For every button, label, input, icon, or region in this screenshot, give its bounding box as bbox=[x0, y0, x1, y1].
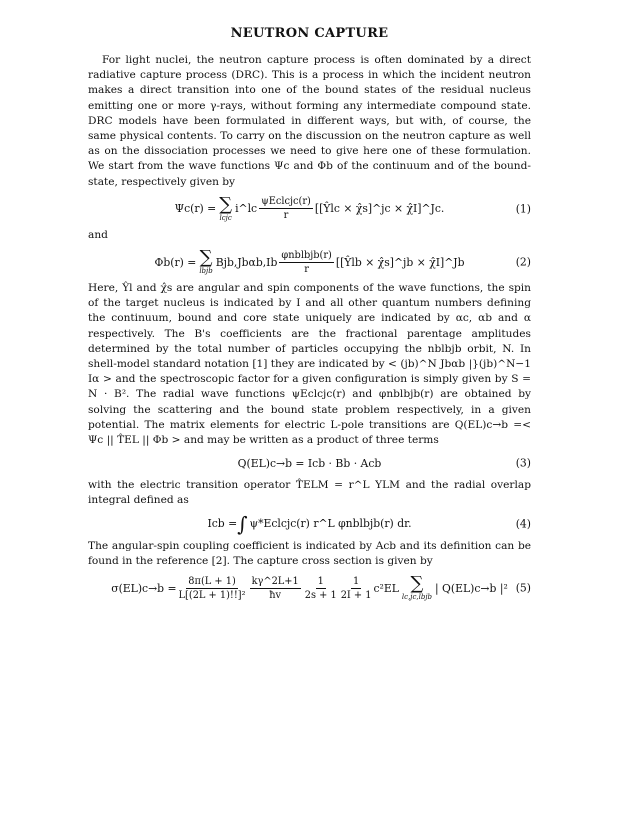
eq3-content: Q(EL)c→b = Icb · Bb · Acb bbox=[237, 456, 382, 470]
section-title: NEUTRON CAPTURE bbox=[230, 26, 389, 41]
equation-3 bbox=[88, 448, 531, 478]
equation-4 bbox=[88, 509, 531, 539]
equation-5 bbox=[88, 569, 531, 607]
eq5-f3-top: 1 bbox=[317, 575, 324, 587]
eq5-f2-top: kγ^2L+1 bbox=[251, 575, 299, 587]
eq2-frac-bot: r bbox=[304, 263, 309, 275]
eq4-lhs: Icb = bbox=[207, 517, 238, 531]
eq5-f2-bot: ħv bbox=[269, 589, 282, 601]
eq5-f1-bot: L[(2L + 1)!!]² bbox=[178, 589, 246, 601]
eq1-bracket: [[Ŷlc × χ̂s]^jc × χ̂I]^Jc. bbox=[314, 202, 445, 216]
eq5-fraction-3 bbox=[305, 576, 337, 601]
eq1-sum-index: lcjc bbox=[219, 213, 232, 222]
eq5-f4-bot: 2I + 1 bbox=[340, 589, 372, 601]
eq5-number: (5) bbox=[515, 581, 531, 595]
eq5-f3-bot: 2s + 1 bbox=[304, 589, 337, 601]
integral-sign-icon: ∫ bbox=[237, 511, 248, 536]
eq1-lhs: Ψc(r) = bbox=[174, 202, 217, 216]
eq5-fraction-2 bbox=[250, 576, 301, 601]
eq1-number: (1) bbox=[515, 202, 531, 216]
eq1-frac-bot: r bbox=[283, 210, 289, 222]
eq1-frac-top: ψEclcjc(r) bbox=[261, 196, 311, 208]
eq5-factor: c²EL bbox=[373, 581, 399, 595]
eq2-sum-index: lbjb bbox=[199, 267, 213, 276]
eq5-lhs: σ(EL)c→b = bbox=[111, 581, 177, 595]
eq2-number: (2) bbox=[515, 255, 531, 269]
paper-page bbox=[88, 26, 531, 607]
eq2-bracket: [[Ŷlb × χ̂s]^jb × χ̂I]^Jb bbox=[335, 255, 465, 269]
eq1-fraction bbox=[259, 196, 313, 221]
eq1-sum: ∑ lcjc bbox=[219, 193, 233, 222]
eq5-f4-top: 1 bbox=[352, 575, 360, 587]
eq5-sum-index: lc,jc,lbjb bbox=[401, 593, 432, 602]
paragraph-definitions: Here, Ŷl and χ̂s are angular and spin components of the wave functions, the spin of the target nucleus is indicated by I and all other quantum numbers defining the continuum, bound and core state uniquely are indicated by αc, αb and α respectively. The B's coefficients are the fractional parentage amplitudes determined by the total number of particles occupying the nblbjb orbit, N. In shell-model standard notation [1] they are indicated by < (jb)^N Jbαb |}(jb)^N−1 Iα > and the spectroscopic factor for a given configuration is simply given by S = N · B². The radial wave functions ψEclcjc(r) and φnblbjb(r) are obtained by solving the scattering and the bound state problem respectively, in a given potential. The matrix elements for electric L-pole transitions are Q(EL)c→b =< Ψc || T̂EL || Φb > and may be written as a product of three terms bbox=[88, 282, 531, 447]
eq2-factor: Bjb,Jbαb,Ib bbox=[215, 255, 278, 269]
eq1-factor: i^lc bbox=[235, 202, 258, 216]
eq2-fraction bbox=[279, 250, 333, 275]
eq2-sum: ∑ lbjb bbox=[199, 247, 213, 276]
and-text: and bbox=[88, 228, 108, 241]
eq5-fraction-1 bbox=[179, 576, 246, 601]
eq4-integrand: ψ*Eclcjc(r) r^L φnblbjb(r) dr. bbox=[249, 517, 412, 531]
paragraph-intro: For light nuclei, the neutron capture process is often dominated by a direct radiative capture process (DRC). This is a process in which the incident neutron makes a direct transition into one of the bound states of the residual nucleus emitting one or more γ-rays, without forming any intermediate compound state. DRC models have been formulated in different ways, but with, of course, the same physical contents. To carry on the discussion on the neutron capture as well as on the dissociation processes we need to give here one of these formulation. We start from the wave functions Ψc and Φb of the continuum and of the bound-state, respectively given by bbox=[88, 54, 531, 188]
eq3-number: (3) bbox=[515, 456, 531, 470]
equation-1 bbox=[88, 190, 531, 228]
eq5-f1-top: 8π(L + 1) bbox=[188, 575, 236, 587]
eq2-frac-top: φnblbjb(r) bbox=[281, 249, 332, 261]
eq5-fraction-4 bbox=[341, 576, 372, 601]
equation-2 bbox=[88, 243, 531, 281]
eq4-number: (4) bbox=[515, 517, 531, 531]
eq2-lhs: Φb(r) = bbox=[154, 255, 197, 269]
paragraph-operator: with the electric transition operator T̂ELM = r^L YLM and the radial overlap integral defined as bbox=[88, 479, 531, 507]
eq5-sum: ∑ lc,jc,lbjb bbox=[401, 573, 432, 602]
paragraph-cross-section: The angular-spin coupling coefficient is indicated by Acb and its definition can be found in the reference [2]. The capture cross section is given by bbox=[88, 539, 531, 567]
eq5-tail: | Q(EL)c→b |² bbox=[434, 581, 508, 595]
